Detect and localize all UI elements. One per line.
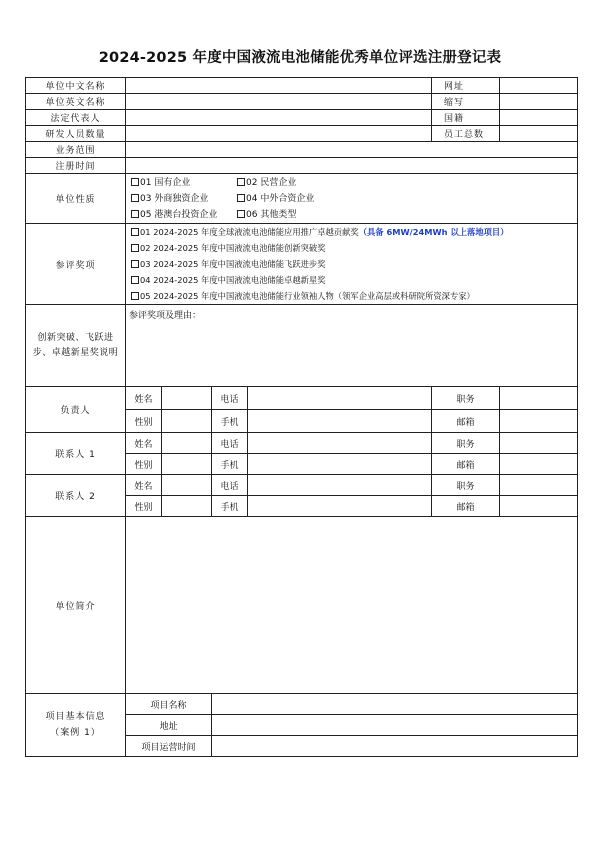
nature-option-2[interactable]: 02 民营企业	[237, 178, 296, 188]
row-intro	[26, 517, 578, 694]
field-en-name[interactable]	[126, 94, 432, 110]
nature-option-5[interactable]: 05 港澳台投资企业	[131, 207, 237, 223]
field-intro[interactable]	[126, 517, 578, 694]
field-contact1-position[interactable]	[500, 433, 578, 454]
award-reason-label: 参评奖项及理由：	[129, 311, 202, 321]
label-phone: 电话	[212, 387, 248, 410]
project-info-title: 项目基本信息	[45, 712, 106, 722]
row-innovation	[26, 305, 578, 387]
checkbox-icon[interactable]	[237, 178, 245, 186]
label-position: 职务	[432, 433, 500, 454]
label-mobile: 手机	[212, 410, 248, 433]
label-intro: 单位简介	[26, 517, 126, 694]
form-title: 2024-2025 年度中国液流电池储能优秀单位评选注册登记表	[98, 50, 502, 66]
field-contact2-phone[interactable]	[248, 475, 432, 496]
label-contact2: 联系人 2	[26, 475, 126, 517]
label-email: 邮箱	[432, 496, 500, 517]
field-leader-mobile[interactable]	[248, 410, 432, 433]
field-project-name[interactable]	[212, 694, 578, 715]
field-award-reason[interactable]	[126, 305, 578, 387]
row-en-name	[26, 94, 578, 110]
label-position: 职务	[432, 387, 500, 410]
field-contact1-phone[interactable]	[248, 433, 432, 454]
label-name: 姓名	[126, 475, 162, 496]
label-innovation: 创新突破、飞跃进步、卓越新星奖说明	[26, 305, 126, 387]
label-name: 姓名	[126, 433, 162, 454]
field-project-addr[interactable]	[212, 715, 578, 736]
checkbox-icon[interactable]	[131, 244, 139, 252]
field-contact1-name[interactable]	[162, 433, 212, 454]
label-project-info	[26, 694, 126, 757]
label-project-name: 项目名称	[126, 694, 212, 715]
field-contact1-gender[interactable]	[162, 454, 212, 475]
field-business-scope[interactable]	[126, 142, 578, 158]
field-leader-position[interactable]	[500, 387, 578, 410]
row-nature	[26, 174, 578, 224]
field-nationality[interactable]	[500, 110, 578, 126]
project-info-case: （案例 1）	[50, 728, 101, 738]
field-leader-phone[interactable]	[248, 387, 432, 410]
row-business-scope	[26, 142, 578, 158]
label-business-scope: 业务范围	[26, 142, 126, 158]
field-leader-email[interactable]	[500, 410, 578, 433]
field-contact2-name[interactable]	[162, 475, 212, 496]
award-option-2[interactable]: 02 2024-2025 年度中国液流电池储能创新突破奖	[131, 240, 574, 256]
field-contact1-email[interactable]	[500, 454, 578, 475]
nature-option-1[interactable]: 01 国有企业	[131, 175, 237, 191]
label-cn-name: 单位中文名称	[26, 78, 126, 94]
label-gender: 性别	[126, 496, 162, 517]
nature-option-6[interactable]: 06 其他类型	[237, 210, 296, 220]
award-note: （具备 6MW/24MWh 以上落地项目）	[358, 227, 509, 237]
label-phone: 电话	[212, 433, 248, 454]
label-rd-staff: 研发人员数量	[26, 126, 126, 142]
award-option-5[interactable]: 05 2024-2025 年度中国液流电池储能行业领袖人物（领军企业高层或科研院所资深专家）	[131, 288, 574, 304]
field-legal-rep[interactable]	[126, 110, 432, 126]
field-cn-name[interactable]	[126, 78, 432, 94]
row-project-name	[26, 694, 578, 715]
registration-form	[25, 77, 578, 757]
nature-options	[126, 174, 578, 224]
label-phone: 电话	[212, 475, 248, 496]
checkbox-icon[interactable]	[131, 210, 139, 218]
field-leader-gender[interactable]	[162, 410, 212, 433]
label-project-addr: 地址	[126, 715, 212, 736]
row-cn-name	[26, 78, 578, 94]
label-project-time: 项目运营时间	[126, 736, 212, 757]
label-website: 网址	[432, 78, 500, 94]
nature-option-4[interactable]: 04 中外合资企业	[237, 194, 314, 204]
checkbox-icon[interactable]	[131, 228, 139, 236]
field-reg-time[interactable]	[126, 158, 578, 174]
label-nationality: 国籍	[432, 110, 500, 126]
label-contact1: 联系人 1	[26, 433, 126, 475]
award-options	[126, 224, 578, 305]
row-award	[26, 224, 578, 305]
field-contact2-email[interactable]	[500, 496, 578, 517]
field-contact2-mobile[interactable]	[248, 496, 432, 517]
field-contact2-gender[interactable]	[162, 496, 212, 517]
nature-option-3[interactable]: 03 外商独资企业	[131, 191, 237, 207]
checkbox-icon[interactable]	[131, 260, 139, 268]
label-mobile: 手机	[212, 454, 248, 475]
label-position: 职务	[432, 475, 500, 496]
label-award: 参评奖项	[26, 224, 126, 305]
field-abbr[interactable]	[500, 94, 578, 110]
label-name: 姓名	[126, 387, 162, 410]
checkbox-icon[interactable]	[131, 178, 139, 186]
field-project-time[interactable]	[212, 736, 578, 757]
label-legal-rep: 法定代表人	[26, 110, 126, 126]
label-email: 邮箱	[432, 454, 500, 475]
label-gender: 性别	[126, 454, 162, 475]
field-website[interactable]	[500, 78, 578, 94]
checkbox-icon[interactable]	[131, 194, 139, 202]
field-rd-staff[interactable]	[126, 126, 432, 142]
label-gender: 性别	[126, 410, 162, 433]
row-rd-staff	[26, 126, 578, 142]
row-leader-1	[26, 387, 578, 410]
row-reg-time	[26, 158, 578, 174]
field-total-staff[interactable]	[500, 126, 578, 142]
checkbox-icon[interactable]	[237, 210, 245, 218]
label-mobile: 手机	[212, 496, 248, 517]
field-leader-name[interactable]	[162, 387, 212, 410]
label-leader: 负责人	[26, 387, 126, 433]
row-contact2-1	[26, 475, 578, 496]
row-contact1-1	[26, 433, 578, 454]
field-contact2-position[interactable]	[500, 475, 578, 496]
award-option-1[interactable]: 01 2024-2025 年度全球液流电池储能应用推广卓越贡献奖（具备 6MW/24MWh 以上落地项目）	[131, 224, 574, 240]
checkbox-icon[interactable]	[131, 276, 139, 284]
checkbox-icon[interactable]	[131, 292, 139, 300]
label-total-staff: 员工总数	[432, 126, 500, 142]
award-option-3[interactable]: 03 2024-2025 年度中国液流电池储能飞跃进步奖	[131, 256, 574, 272]
label-reg-time: 注册时间	[26, 158, 126, 174]
award-option-4[interactable]: 04 2024-2025 年度中国液流电池储能卓越新星奖	[131, 272, 574, 288]
label-email: 邮箱	[432, 410, 500, 433]
field-contact1-mobile[interactable]	[248, 454, 432, 475]
checkbox-icon[interactable]	[237, 194, 245, 202]
label-nature: 单位性质	[26, 174, 126, 224]
label-en-name: 单位英文名称	[26, 94, 126, 110]
row-legal-rep	[26, 110, 578, 126]
label-abbr: 缩写	[432, 94, 500, 110]
